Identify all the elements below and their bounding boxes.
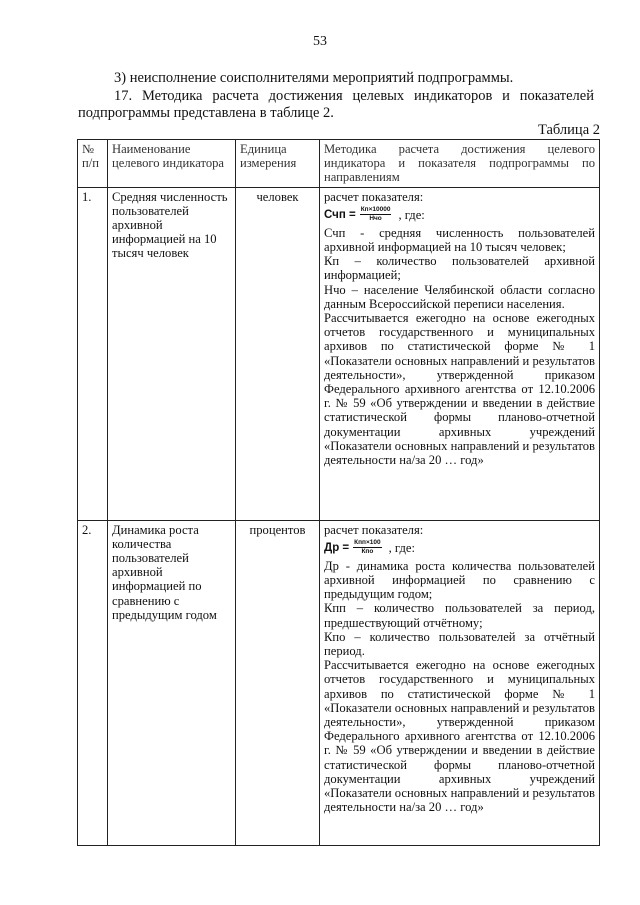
formula-fraction	[353, 539, 381, 556]
header-indicator-name: Наименование целевого индикатора	[108, 140, 236, 188]
unit-value: человек	[236, 187, 320, 520]
method-cell	[320, 520, 600, 845]
table-header-row	[78, 140, 600, 188]
formula-lhs: Счп =	[324, 208, 356, 221]
paragraph-methodology: 17. Методика расчета достижения целевых индикаторов и показателей подпрограммы представлена в таблице 2.	[78, 88, 594, 121]
formula-tail: , где:	[398, 207, 425, 222]
table-caption: Таблица 2	[537, 122, 600, 138]
formula	[324, 204, 595, 226]
table-row	[78, 187, 600, 520]
method-intro: расчет показателя:	[324, 189, 424, 204]
header-number: № п/п	[78, 140, 108, 188]
indicator-name: Динамика роста количества пользователей архивной информацией по сравнению с предыдущим годом	[108, 520, 236, 845]
method-line: Кпо – количество пользователей за отчётный период.	[324, 629, 595, 659]
formula-denominator: Кпо	[361, 548, 374, 556]
method-line: Счп - средняя численность пользователей архивной информацией на 10 тысяч человек;	[324, 225, 595, 255]
formula-lhs: Др =	[324, 541, 350, 554]
paragraph-non-performance: 3) неисполнение соисполнителями мероприятий подпрограммы.	[114, 70, 514, 86]
header-unit: Единица измерения	[236, 140, 320, 188]
indicators-table	[77, 139, 600, 846]
formula-denominator: Нчо	[369, 215, 382, 223]
table-row	[78, 520, 600, 845]
header-method: Методика расчета достижения целевого индикатора и показателя подпрограммы по направлениям	[320, 140, 600, 188]
row-number: 1.	[78, 187, 108, 520]
formula-fraction	[360, 206, 392, 223]
formula	[324, 537, 595, 559]
method-line: Рассчитывается ежегодно на основе ежегодных отчетов государственного и муниципальных архивов по статистической форме № 1 «Показатели основных направлений и результатов деятельности», утвержденной приказом Федерального архивного агентства от 12.10.2006 г. № 59 «Об утверждении и введении в действие статистической формы планово-отчетной документации архивных учреждений «Показатели основных направлений и результатов деятельности на/за 20 … год»	[324, 311, 595, 468]
method-intro: расчет показателя:	[324, 522, 424, 537]
method-cell	[320, 187, 600, 520]
page-number: 53	[313, 34, 327, 49]
formula-tail: , где:	[388, 540, 415, 555]
method-line: Кпп – количество пользователей за период, предшествующий отчётному;	[324, 601, 595, 630]
method-line: Кп – количество пользователей архивной информацией;	[324, 254, 595, 283]
indicator-name: Средняя численность пользователей архивной информацией на 10 тысяч человек	[108, 187, 236, 520]
formula-numerator: Кпп×100	[354, 539, 381, 547]
formula-numerator: Кп×10000	[360, 206, 391, 214]
method-line: Нчо – население Челябинской области согласно данным Всероссийской переписи населения.	[324, 282, 595, 311]
method-line: Рассчитывается ежегодно на основе ежегодных отчетов государственного и муниципальных архивов по статистической форме № 1 «Показатели основных направлений и результатов деятельности», утвержденной приказом Федерального архивного агентства от 12.10.2006 г. № 59 «Об утверждении и введении в действие статистической формы планово-отчетной документации архивных учреждений «Показатели основных направлений и результатов деятельности на/за 20 … год»	[324, 658, 595, 815]
method-line: Др - динамика роста количества пользователей архивной информацией по сравнению с предыдущим годом;	[324, 558, 595, 602]
unit-value: процентов	[236, 520, 320, 845]
row-number: 2.	[78, 520, 108, 845]
